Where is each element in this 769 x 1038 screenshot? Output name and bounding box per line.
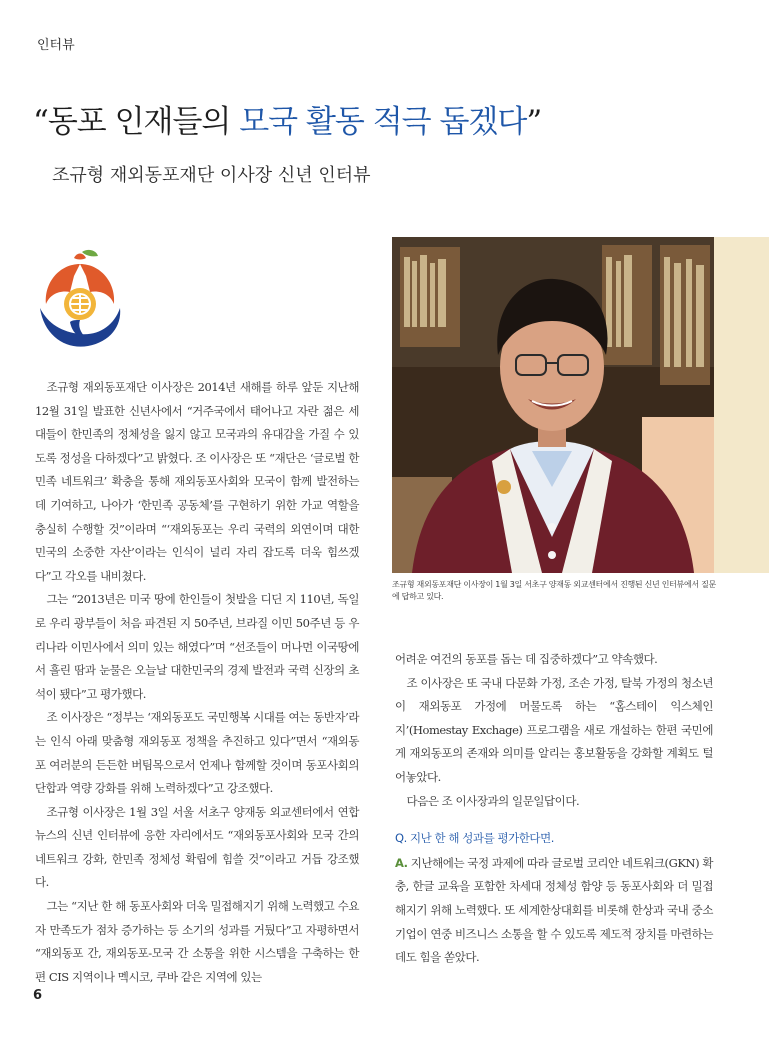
paragraph: 조 이사장은 또 국내 다문화 가정, 조손 가정, 탈북 가정의 청소년이 재외동포 가정에 머물도록 하는 “홈스테이 익스체인지’(Homestay Exchage) 프로그램을 새로 개설하는 한편 국민에게 재외동포의 존재와 의미를 알리는 홍보활동을 강화할 계획도 털어놓았다. [395,675,713,784]
headline-part-3: ” [526,104,542,140]
interview-answer [395,852,713,970]
overseas-koreans-foundation-logo-icon [30,246,130,356]
paragraph: 조규형 재외동포재단 이사장은 2014년 새해를 하루 앞둔 지난해 12월 31일 발표한 신년사에서 “거주국에서 태어나고 자란 젊은 세대들이 한민족의 정체성을 잃지 않고 모국과의 유대감을 가질 수 있도록 정성을 다하겠다”고 밝혔다. 조 이사장은 또 “재단은 ‘글로벌 한민족 네트워크’ 확충을 통해 재외동포사회와 모국이 함께 발전하는 데 기여하고, 나아가 ‘한민족 공동체’를 구현하기 위한 가교 역할을 충실히 수행할 것”이라며 “‘재외동포는 우리 국력의 외연이며 대한민국의 소중한 자산’이라는 인식이 널리 자리 잡도록 더욱 힘쓰겠다”고 각오를 내비쳤다. [35,380,359,583]
paragraph: 다음은 조 이사장과의 일문일답이다. [406,793,580,808]
article-column-right [395,648,713,970]
headline [33,96,541,141]
subtitle: 조규형 재외동포재단 이사장 신년 인터뷰 [52,165,371,186]
chairman-portrait-photo [392,237,714,573]
answer-mark: A. [395,855,408,870]
answer-text: 지난해에는 국정 과제에 따라 글로벌 코리안 네트워크(GKN) 확충, 한글 교육을 포함한 차세대 정체성 함양 등 동포사회와 더 밀접해지기 위해 노력했다. 또 세계한상대회를 비롯해 한상과 국내 중소기업이 연중 비즈니스 소통을 할 수 있도록 제도적 장치를 마련하는 데도 힘을 쏟았다. [395,855,713,965]
paragraph: 조 이사장은 “정부는 ‘재외동포도 국민행복 시대를 여는 동반자’라는 인식 아래 맞춤형 재외동포 정책을 추진하고 있다”면서 “재외동포 여러분의 든든한 버팀목으로서 언제나 함께할 것이며 동포사회의 단합과 역량 강화를 위해 노력하겠다”고 강조했다. [35,710,359,796]
paragraph: 그는 “지난 한 해 동포사회와 더욱 밀접해지기 위해 노력했고 수요자 만족도가 점차 증가하는 등 소기의 성과를 거뒀다”고 자평하면서 “재외동포 간, 재외동포-모국 간 소통을 위한 시스템을 구축하는 한편 CIS 지역이나 멕시코, 쿠바 같은 지역에 있는 [35,899,359,984]
page-number: 6 [33,988,43,1003]
paragraph: 그는 “2013년은 미국 땅에 한인들이 첫발을 디딘 지 110년, 독일로 우리 광부들이 처음 파견된 지 50주년, 브라질 이민 50주년 등 우리나라 이민사에서 의미 있는 해였다”며 “선조들이 머나먼 이국땅에서 흘린 땀과 눈물은 오늘날 대한민국의 경제 발전과 국력 신장의 초석이 됐다”고 평가했다. [35,592,359,701]
decorative-side-strip [714,237,769,573]
interview-question: Q. 지난 한 해 성과를 평가한다면. [395,831,554,846]
headline-part-1: “동포 인재들의 [33,104,240,140]
headline-highlight: 모국 활동 적극 돕겠다 [239,104,527,140]
section-label: 인터뷰 [37,38,75,53]
photo-caption: 조규형 재외동포재단 이사장이 1월 3일 서초구 양재동 외교센터에서 진행된 신년 인터뷰에서 질문에 답하고 있다. [392,580,716,601]
article-column-left [35,376,359,989]
paragraph: 조규형 이사장은 1월 3일 서울 서초구 양재동 외교센터에서 연합뉴스의 신년 인터뷰에 응한 자리에서도 “재외동포사회와 모국 간의 네트워크 강화, 한민족 정체성 확립에 힘쓸 것”이라고 거듭 강조했다. [35,804,359,890]
paragraph: 어려운 여건의 동포를 돕는 데 집중하겠다”고 약속했다. [395,652,658,666]
